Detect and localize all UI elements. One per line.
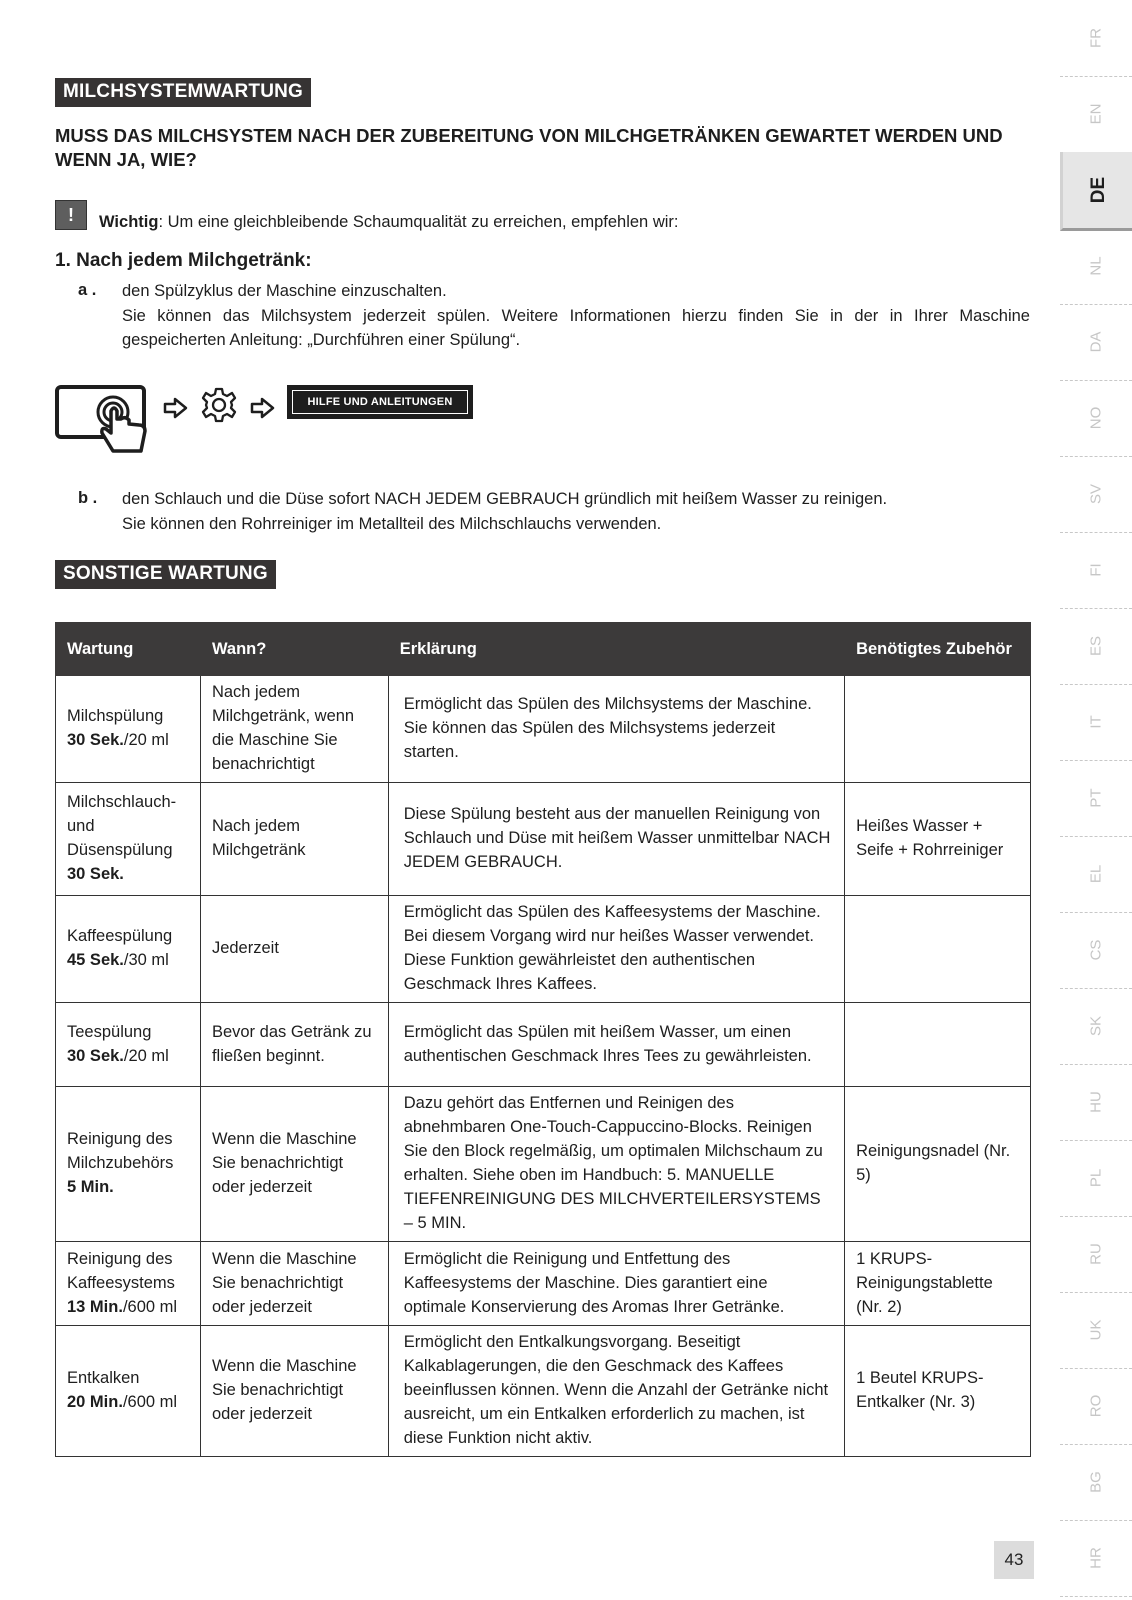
column-header: Benötigtes Zubehör [845, 623, 1031, 676]
language-tab-label: FR [1087, 28, 1105, 48]
page-number: 43 [994, 1541, 1034, 1579]
table-row [56, 783, 1031, 896]
maintenance-cell [56, 1242, 201, 1326]
warning-icon: ! [55, 200, 87, 230]
maintenance-table [55, 622, 1031, 1457]
maintenance-name: Milchspülung [67, 707, 164, 725]
item-a-line1: den Spülzyklus der Maschine einzuschalten. [122, 282, 447, 300]
column-header: Wann? [200, 623, 388, 676]
duration: 30 Sek. [67, 1046, 124, 1065]
item-a-label: a . [78, 281, 97, 299]
language-tab-label: FI [1087, 563, 1105, 577]
duration: 20 Min. [67, 1393, 123, 1411]
volume: /30 ml [123, 951, 169, 969]
duration: 30 Sek. [67, 731, 124, 749]
when-cell: Wenn die Maschine Sie benachrichtigt oder jederzeit [200, 1087, 388, 1242]
maintenance-cell [56, 783, 201, 896]
volume: /20 ml [123, 731, 169, 749]
maintenance-name: Kaffeespülung [67, 927, 173, 945]
table-row [56, 896, 1031, 1003]
language-tab-pt[interactable] [1060, 760, 1132, 837]
duration: 5 Min. [67, 1178, 114, 1196]
language-tab-label: PT [1087, 788, 1105, 808]
language-tab-cs[interactable] [1060, 912, 1132, 989]
language-tab-label: DE [1088, 176, 1109, 204]
when-cell: Wenn die Maschine Sie benachrichtigt oder jederzeit [200, 1326, 388, 1457]
language-tab-da[interactable] [1060, 304, 1132, 381]
language-tab-label: EN [1087, 103, 1105, 125]
accessory-cell [845, 676, 1031, 783]
language-tab-sv[interactable] [1060, 456, 1132, 533]
accessory-cell: 1 Beutel KRUPS-Entkalker (Nr. 3) [845, 1326, 1031, 1457]
language-tab-label: UK [1087, 1319, 1105, 1341]
help-button-label: HILFE UND ANLEITUNGEN [292, 390, 468, 414]
language-tab-it[interactable] [1060, 684, 1132, 761]
language-tab-label: PL [1087, 1168, 1105, 1188]
arrow-right-icon [250, 397, 276, 419]
arrow-right-icon [163, 397, 189, 419]
language-tab-ru[interactable] [1060, 1216, 1132, 1293]
language-tab-sk[interactable] [1060, 988, 1132, 1065]
duration: 30 Sek. [67, 865, 124, 883]
table-header-row [56, 623, 1031, 676]
language-tab-hr[interactable] [1060, 1520, 1132, 1597]
item-b-label: b . [78, 489, 98, 507]
volume: /20 ml [123, 1046, 169, 1065]
explanation-cell: Ermöglicht die Reinigung und Entfettung des Kaffeesystems der Maschine. Dies garantiert eine optimale Konservierung des Aromas Ihrer Getränke. [388, 1242, 844, 1326]
language-tab-uk[interactable] [1060, 1292, 1132, 1369]
help-and-guides-button[interactable] [287, 385, 473, 419]
maintenance-name: Teespülung [67, 1022, 152, 1041]
explanation-cell: Ermöglicht das Spülen des Milchsystems der Maschine. Sie können das Spülen des Milchsystems jederzeit starten. [388, 676, 844, 783]
column-header: Erklärung [388, 623, 844, 676]
explanation-cell: Ermöglicht den Entkalkungsvorgang. Beseitigt Kalkablagerungen, die den Geschmack des Kaffees beeinflussen können. Wenn die Anzahl der Getränke nicht ausreicht, um ein Entkalken erforderlich zu machen, ist diese Funktion nicht aktiv. [388, 1326, 844, 1457]
maintenance-cell [56, 896, 201, 1003]
section-heading-milk: MILCHSYSTEMWARTUNG [55, 78, 311, 107]
maintenance-cell [56, 676, 201, 783]
maintenance-cell [56, 1003, 201, 1087]
maintenance-name: Entkalken [67, 1369, 140, 1387]
language-tab-nl[interactable] [1060, 228, 1132, 305]
accessory-cell: 1 KRUPS-Reinigungstablette (Nr. 2) [845, 1242, 1031, 1326]
table-row [56, 1087, 1031, 1242]
maintenance-cell [56, 1326, 201, 1457]
language-tab-label: RO [1087, 1394, 1105, 1418]
important-label: Wichtig [99, 213, 159, 231]
language-tabs [1060, 0, 1132, 1600]
language-tab-no[interactable] [1060, 380, 1132, 457]
step-heading: 1. Nach jedem Milchgetränk: [55, 250, 312, 271]
volume: /600 ml [122, 1297, 178, 1316]
maintenance-name: Reinigung des Milchzubehörs [67, 1130, 174, 1172]
table-row [56, 1326, 1031, 1457]
language-tab-hu[interactable] [1060, 1064, 1132, 1141]
language-tab-label: RU [1087, 1243, 1105, 1265]
language-tab-label: SV [1087, 483, 1105, 505]
section-heading-other: SONSTIGE WARTUNG [55, 560, 276, 589]
explanation-cell: Dazu gehört das Entfernen und Reinigen des abnehmbaren One-Touch-Cappuccino-Blocks. Reinigen Sie den Block regelmäßig, um optimalen Milchschaum zu erhalten. Siehe oben im Handbuch: 5. MANUELLE TIEFENREINIGUNG DES MILCHVERTEILERSYSTEMS – 5 MIN. [388, 1087, 844, 1242]
language-tab-bg[interactable] [1060, 1444, 1132, 1521]
table-row [56, 1242, 1031, 1326]
explanation-cell: Ermöglicht das Spülen mit heißem Wasser, um einen authentischen Geschmack Ihres Tees zu gewährleisten. [388, 1003, 844, 1087]
maintenance-name: Milchschlauch- und Düsenspülung [67, 793, 177, 859]
maintenance-cell [56, 1087, 201, 1242]
language-tab-label: DA [1087, 331, 1105, 353]
language-tab-label: EL [1087, 864, 1105, 884]
language-tab-pl[interactable] [1060, 1140, 1132, 1217]
when-cell: Nach jedem Milchgetränk [200, 783, 388, 896]
important-text: : Um eine gleichbleibende Schaumqualität zu erreichen, empfehlen wir: [158, 213, 679, 231]
language-tab-label: HR [1087, 1547, 1105, 1569]
table-row [56, 1003, 1031, 1087]
language-tab-de[interactable] [1060, 152, 1132, 231]
item-b-text [122, 487, 1030, 536]
accessory-cell [845, 896, 1031, 1003]
language-tab-label: SK [1087, 1015, 1105, 1037]
explanation-cell: Diese Spülung besteht aus der manuellen Reinigung von Schlauch und Düse mit heißem Wasser unmittelbar NACH JEDEM GEBRAUCH. [388, 783, 844, 896]
language-tab-label: IT [1087, 715, 1105, 729]
language-tab-es[interactable] [1060, 608, 1132, 685]
language-tab-ro[interactable] [1060, 1368, 1132, 1445]
language-tab-label: ES [1087, 635, 1105, 657]
language-tab-label: NO [1087, 406, 1105, 430]
language-tab-label: CS [1087, 939, 1105, 961]
explanation-cell: Ermöglicht das Spülen des Kaffeesystems der Maschine. Bei diesem Vorgang wird nur heißes Wasser verwendet. Diese Funktion gewährleistet den authentischen Geschmack Ihres Kaffees. [388, 896, 844, 1003]
language-tab-label: HU [1087, 1091, 1105, 1113]
duration: 13 Min. [67, 1297, 123, 1316]
table-row [56, 676, 1031, 783]
language-tab-label: NL [1087, 256, 1105, 276]
when-cell: Bevor das Getränk zu fließen beginnt. [200, 1003, 388, 1087]
when-cell: Nach jedem Milchgetränk, wenn die Maschine Sie benachrichtigt [200, 676, 388, 783]
language-tab-label: BG [1087, 1471, 1105, 1493]
accessory-cell [845, 1003, 1031, 1087]
maintenance-name: Reinigung des Kaffeesystems [67, 1249, 175, 1292]
language-tab-en[interactable] [1060, 76, 1132, 153]
language-tab-fr[interactable] [1060, 0, 1132, 77]
accessory-cell: Heißes Wasser + Seife + Rohrreiniger [845, 783, 1031, 896]
item-a-text [122, 279, 1030, 353]
item-b-line2: Sie können den Rohrreiniger im Metallteil des Milchschlauchs verwenden. [122, 514, 662, 533]
gear-icon [201, 387, 237, 423]
language-tab-el[interactable] [1060, 836, 1132, 913]
volume: /600 ml [122, 1393, 178, 1411]
accessory-cell: Reinigungsnadel (Nr. 5) [845, 1087, 1031, 1242]
column-header: Wartung [56, 623, 201, 676]
when-cell: Jederzeit [200, 896, 388, 1003]
duration: 45 Sek. [67, 951, 124, 969]
language-tab-fi[interactable] [1060, 532, 1132, 609]
item-b-line1: den Schlauch und die Düse sofort NACH JEDEM GEBRAUCH gründlich mit heißem Wasser zu reinigen. [122, 490, 888, 508]
important-note [99, 213, 678, 232]
touch-screen-icon [55, 385, 155, 460]
question-title: MUSS DAS MILCHSYSTEM NACH DER ZUBEREITUNG VON MILCHGETRÄNKEN GEWARTET WERDEN UND WENN JA, WIE? [55, 125, 1003, 170]
when-cell: Wenn die Maschine Sie benachrichtigt oder jederzeit [200, 1242, 388, 1326]
item-a-line2: Sie können das Milchsystem jederzeit spülen. Weitere Informationen hierzu finden Sie in der in Ihrer Maschine gespeicherten Anleitung: „Durchführen einer Spülung“. [122, 306, 1030, 349]
